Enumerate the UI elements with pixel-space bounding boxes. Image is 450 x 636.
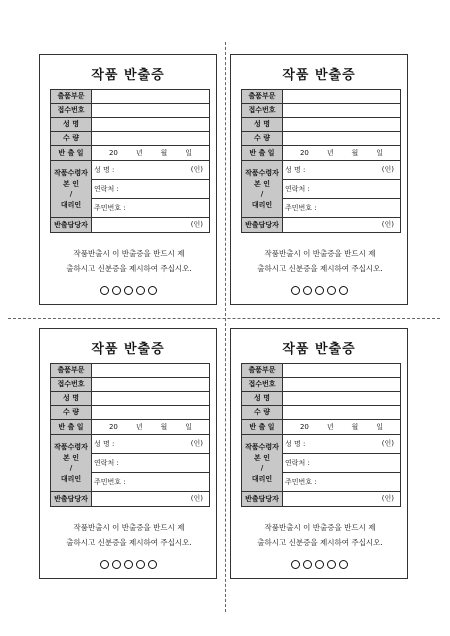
receipt-no-field[interactable]: [92, 378, 210, 392]
recipient-contact-field[interactable]: 연락처 :: [92, 454, 210, 473]
name-field[interactable]: [92, 392, 210, 406]
receipt-no-field[interactable]: [283, 104, 401, 118]
officer-field[interactable]: [283, 492, 401, 507]
label-officer: 반출담당자: [242, 492, 283, 507]
label-officer: 반출담당자: [242, 218, 283, 233]
stamp-circle: [291, 560, 300, 569]
date-month: 월: [351, 148, 359, 157]
date-field[interactable]: [283, 146, 401, 161]
stamp-circle: [112, 560, 121, 569]
name-field[interactable]: [92, 118, 210, 132]
officer-field[interactable]: [92, 218, 210, 233]
card-note: 작품반출시 이 반출증을 반드시 제 출하시고 신분증을 제시하여 주십시오.: [257, 249, 383, 273]
label-quantity: 수 량: [51, 132, 92, 146]
receipt-no-field[interactable]: [92, 104, 210, 118]
label-receipt-no: 접수번호: [242, 378, 283, 392]
date-year: 년: [326, 148, 334, 157]
name-field[interactable]: [283, 118, 401, 132]
label-receipt-no: 접수번호: [242, 104, 283, 118]
stamp-circle: [339, 286, 348, 295]
seal-mark: (인): [190, 220, 203, 229]
label-date: 반 출 일: [242, 420, 283, 435]
stamp-circle: [303, 560, 312, 569]
recipient-name-field[interactable]: 성 명 : (인): [283, 161, 401, 180]
quantity-field[interactable]: [92, 132, 210, 146]
label-receipt-no: 접수번호: [51, 104, 92, 118]
card-title: 작품 반출증: [91, 68, 165, 83]
label-date: 반 출 일: [51, 420, 92, 435]
stamp-circle: [148, 560, 157, 569]
dept-field[interactable]: [283, 90, 401, 104]
name-field[interactable]: [283, 392, 401, 406]
export-card: [230, 54, 408, 305]
stamp-circle: [124, 286, 133, 295]
dept-field[interactable]: [283, 364, 401, 378]
date-day: 일: [185, 148, 192, 157]
card-form-table: [241, 89, 401, 233]
label-name: 성 명: [242, 392, 283, 406]
receipt-no-field[interactable]: [283, 378, 401, 392]
stamp-circle: [327, 286, 336, 295]
card-note: 작품반출시 이 반출증을 반드시 제 출하시고 신분증을 제시하여 주십시오.: [66, 249, 192, 273]
horizontal-cut-line: [8, 318, 440, 319]
card-form-table: [50, 89, 210, 233]
card-title: 작품 반출증: [282, 342, 356, 357]
seal-mark: (인): [190, 439, 203, 448]
date-month: 월: [160, 422, 168, 431]
date-month: 월: [351, 422, 359, 431]
date-year-prefix: 20: [108, 148, 118, 157]
date-month: 월: [160, 148, 168, 157]
card-form-table: [241, 363, 401, 507]
label-recipient: 작품수령자 본 인 / 대리인: [242, 435, 283, 492]
stamp-circle: [136, 286, 145, 295]
label-quantity: 수 량: [51, 406, 92, 420]
date-year-prefix: 20: [299, 148, 309, 157]
recipient-id-field[interactable]: 주민번호 :: [283, 473, 401, 492]
recipient-name-field[interactable]: 성 명 : (인): [283, 435, 401, 454]
stamp-circle: [124, 560, 133, 569]
stamp-circle: [327, 560, 336, 569]
label-name: 성 명: [51, 392, 92, 406]
seal-mark: (인): [381, 220, 394, 229]
export-card: [230, 328, 408, 579]
recipient-contact-field[interactable]: 연락처 :: [283, 454, 401, 473]
date-field[interactable]: [92, 420, 210, 435]
stamp-circles: [231, 286, 407, 295]
date-day: 일: [376, 148, 383, 157]
officer-field[interactable]: [92, 492, 210, 507]
stamp-circle: [291, 286, 300, 295]
label-dept: 출품부문: [51, 364, 92, 378]
recipient-id-field[interactable]: 주민번호 :: [283, 199, 401, 218]
label-name: 성 명: [51, 118, 92, 132]
label-recipient: 작품수령자 본 인 / 대리인: [242, 161, 283, 218]
stamp-circle: [136, 560, 145, 569]
seal-mark: (인): [381, 494, 394, 503]
officer-field[interactable]: [283, 218, 401, 233]
date-year: 년: [135, 422, 143, 431]
quantity-field[interactable]: [92, 406, 210, 420]
recipient-name-field[interactable]: 성 명 : (인): [92, 435, 210, 454]
label-date: 반 출 일: [242, 146, 283, 161]
label-quantity: 수 량: [242, 406, 283, 420]
seal-mark: (인): [381, 165, 394, 174]
card-note: 작품반출시 이 반출증을 반드시 제 출하시고 신분증을 제시하여 주십시오.: [257, 523, 383, 547]
date-field[interactable]: [92, 146, 210, 161]
stamp-circle: [100, 560, 109, 569]
date-year: 년: [135, 148, 143, 157]
label-dept: 출품부문: [242, 90, 283, 104]
date-field[interactable]: [283, 420, 401, 435]
label-recipient: 작품수령자 본 인 / 대리인: [51, 435, 92, 492]
stamp-circle: [339, 560, 348, 569]
stamp-circles: [40, 560, 216, 569]
recipient-id-field[interactable]: 주민번호 :: [92, 199, 210, 218]
card-title: 작품 반출증: [91, 342, 165, 357]
recipient-contact-field[interactable]: 연락처 :: [283, 180, 401, 199]
label-date: 반 출 일: [51, 146, 92, 161]
quantity-field[interactable]: [283, 406, 401, 420]
stamp-circle: [112, 286, 121, 295]
recipient-contact-field[interactable]: 연락처 :: [92, 180, 210, 199]
label-dept: 출품부문: [242, 364, 283, 378]
seal-mark: (인): [190, 165, 203, 174]
label-officer: 반출담당자: [51, 492, 92, 507]
seal-mark: (인): [381, 439, 394, 448]
export-card: [39, 328, 217, 579]
recipient-id-field[interactable]: 주민번호 :: [92, 473, 210, 492]
quantity-field[interactable]: [283, 132, 401, 146]
seal-mark: (인): [190, 494, 203, 503]
label-receipt-no: 접수번호: [51, 378, 92, 392]
date-day: 일: [185, 422, 192, 431]
stamp-circle: [303, 286, 312, 295]
label-recipient: 작품수령자 본 인 / 대리인: [51, 161, 92, 218]
label-name: 성 명: [242, 118, 283, 132]
vertical-cut-line: [225, 42, 226, 612]
stamp-circle: [148, 286, 157, 295]
card-note: 작품반출시 이 반출증을 반드시 제 출하시고 신분증을 제시하여 주십시오.: [66, 523, 192, 547]
dept-field[interactable]: [92, 90, 210, 104]
label-officer: 반출담당자: [51, 218, 92, 233]
date-year: 년: [326, 422, 334, 431]
stamp-circle: [100, 286, 109, 295]
dept-field[interactable]: [92, 364, 210, 378]
card-title: 작품 반출증: [282, 68, 356, 83]
recipient-name-field[interactable]: 성 명 : (인): [92, 161, 210, 180]
stamp-circle: [315, 560, 324, 569]
label-quantity: 수 량: [242, 132, 283, 146]
stamp-circles: [40, 286, 216, 295]
export-card: [39, 54, 217, 305]
date-year-prefix: 20: [299, 422, 309, 431]
card-form-table: [50, 363, 210, 507]
label-dept: 출품부문: [51, 90, 92, 104]
stamp-circles: [231, 560, 407, 569]
stamp-circle: [315, 286, 324, 295]
date-day: 일: [376, 422, 383, 431]
date-year-prefix: 20: [108, 422, 118, 431]
